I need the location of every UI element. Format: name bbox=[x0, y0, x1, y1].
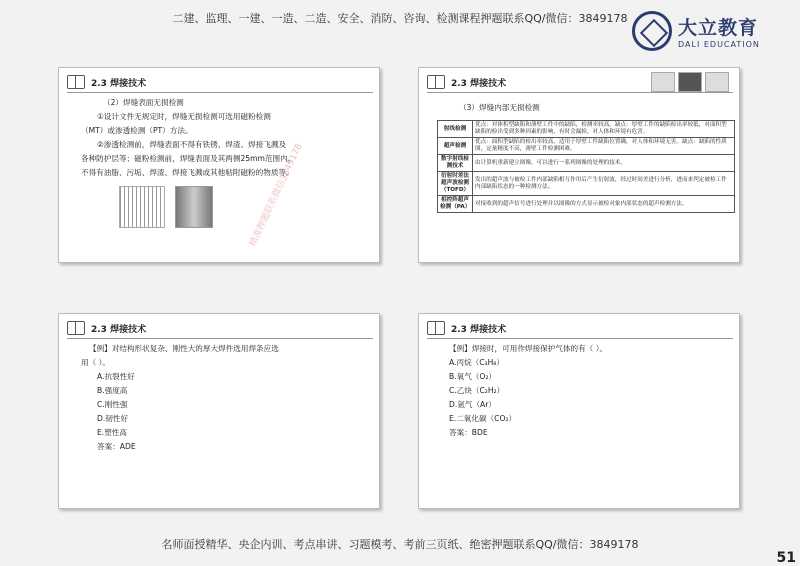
question-text: 用（ ）。 bbox=[81, 358, 110, 367]
weld-photo bbox=[175, 186, 213, 228]
text-line: ①设计文件无规定时，焊缝无损检测可选用磁粉检测 bbox=[97, 112, 271, 121]
slide-3 bbox=[58, 313, 380, 509]
option-item: B.强度高 bbox=[97, 386, 128, 395]
option-item: E.二氧化碳（CO₂） bbox=[449, 414, 517, 423]
slide-body bbox=[441, 342, 727, 440]
method-cell: 数字射线检测技术 bbox=[438, 155, 473, 172]
bottom-banner: 名师面授精华、央企内训、考点串讲、习题模考、考前三页纸、绝密押题联系QQ/微信：3849178 bbox=[161, 538, 639, 551]
slide-1 bbox=[58, 67, 380, 263]
text-line: （2）焊缝表面无损检测 bbox=[103, 98, 184, 107]
page-number: 51 bbox=[776, 550, 796, 566]
logo bbox=[632, 8, 782, 54]
table-row bbox=[438, 172, 735, 196]
top-banner: 二建、监理、一建、一造、二造、安全、消防、咨询、检测课程押题联系QQ/微信：3849178 bbox=[172, 12, 628, 25]
slide-header bbox=[427, 75, 506, 89]
divider bbox=[427, 92, 733, 93]
slide-body bbox=[81, 342, 367, 454]
logo-en: DALI EDUCATION bbox=[678, 40, 760, 49]
image-group bbox=[119, 186, 213, 228]
logo-mark-icon bbox=[632, 11, 672, 51]
divider bbox=[67, 92, 373, 93]
slide-title: 2.3 焊接技术 bbox=[91, 78, 147, 89]
option-item: D.氩气（Ar） bbox=[449, 400, 496, 409]
answer-text: 答案：ADE bbox=[97, 442, 136, 451]
equipment-photos bbox=[651, 72, 729, 92]
desc-cell: 由计算机重新建立图像，可以进行一系列图像的处理的技术。 bbox=[473, 155, 735, 172]
question-text: 【例】对结构形状复杂、刚性大的厚大焊件选用焊条应选 bbox=[89, 344, 279, 353]
equipment-photo bbox=[651, 72, 675, 92]
divider bbox=[427, 338, 733, 339]
book-icon bbox=[427, 321, 445, 335]
slide-2 bbox=[418, 67, 740, 263]
slide-title: 2.3 焊接技术 bbox=[451, 324, 507, 335]
weld-photo bbox=[119, 186, 165, 228]
desc-cell: 优点：对体积型缺陷和薄壁工件中的缺陷，检测率较高。缺点：厚壁工件的缺陷检出率较低，对面积型缺陷的检出受到多种因素的影响，有时会漏检，对人体和环境有危害。 bbox=[473, 121, 735, 138]
option-item: C.乙炔（C₂H₂） bbox=[449, 386, 505, 395]
table-row bbox=[438, 155, 735, 172]
slide-title: 2.3 焊接技术 bbox=[451, 78, 507, 89]
table-row bbox=[438, 196, 735, 213]
table-row bbox=[438, 138, 735, 155]
desc-cell: 优点：面积型缺陷的检出率较高，适用于厚壁工件缺陷位置确，对人体和环境无害。缺点：缺陷的性质图，定量精度不高，薄壁工件检测困难。 bbox=[473, 138, 735, 155]
method-cell: 超声检测 bbox=[438, 138, 473, 155]
ndt-table bbox=[437, 120, 735, 213]
text-line: （MT）或渗透检测（PT）方法。 bbox=[81, 126, 193, 135]
desc-cell: 对接收到的超声信号进行处理并以图像的方式显示被检对象内部状态的超声检测方法。 bbox=[473, 196, 735, 213]
option-item: E.塑性高 bbox=[97, 428, 127, 437]
desc-cell: 发出的超声波与被检工件内部缺陷相互作用后产生衍射波，经过时间差进行分析，进而来判定被检工件内部缺陷状态的一种检测方法。 bbox=[473, 172, 735, 196]
book-icon bbox=[67, 321, 85, 335]
equipment-photo bbox=[705, 72, 729, 92]
answer-text: 答案：BDE bbox=[449, 428, 488, 437]
method-cell: 衍射时差法超声波检测（TOFD） bbox=[438, 172, 473, 196]
slide-4 bbox=[418, 313, 740, 509]
logo-cn: 大立教育 bbox=[678, 17, 759, 39]
divider bbox=[67, 338, 373, 339]
book-icon bbox=[67, 75, 85, 89]
method-cell: 相控阵超声检测（PA） bbox=[438, 196, 473, 213]
text-line: 各种防护层等；磁粉检测前，焊缝表面及其两侧25mm范围内， bbox=[81, 154, 296, 163]
slide-header bbox=[67, 75, 146, 89]
option-item: D.韧性好 bbox=[97, 414, 129, 423]
watermark: 精准押题联系微信3849178 bbox=[248, 142, 305, 249]
slide-header bbox=[67, 321, 146, 335]
option-item: A.抗裂性好 bbox=[97, 372, 135, 381]
book-icon bbox=[427, 75, 445, 89]
slide-title: 2.3 焊接技术 bbox=[91, 324, 147, 335]
option-item: A.丙烷（C₃H₈） bbox=[449, 358, 504, 367]
option-item: B.氧气（O₂） bbox=[449, 372, 497, 381]
question-text: 【例】焊接时，可用作焊接保护气体的有（ ）。 bbox=[449, 344, 608, 353]
method-cell: 射线检测 bbox=[438, 121, 473, 138]
text-line: ②渗透检测前，焊缝表面不得有铁锈、焊渣、焊接飞溅及 bbox=[97, 140, 287, 149]
option-item: C.刚性强 bbox=[97, 400, 128, 409]
slide-header bbox=[427, 321, 506, 335]
text-line: 不得有油脂、污垢、焊渣、焊接飞溅或其他粘附磁粉的物质等。 bbox=[81, 168, 294, 177]
equipment-photo bbox=[678, 72, 702, 92]
table-row bbox=[438, 121, 735, 138]
slide-body bbox=[81, 96, 367, 180]
slide-subtitle: （3）焊缝内部无损检测 bbox=[459, 103, 540, 112]
